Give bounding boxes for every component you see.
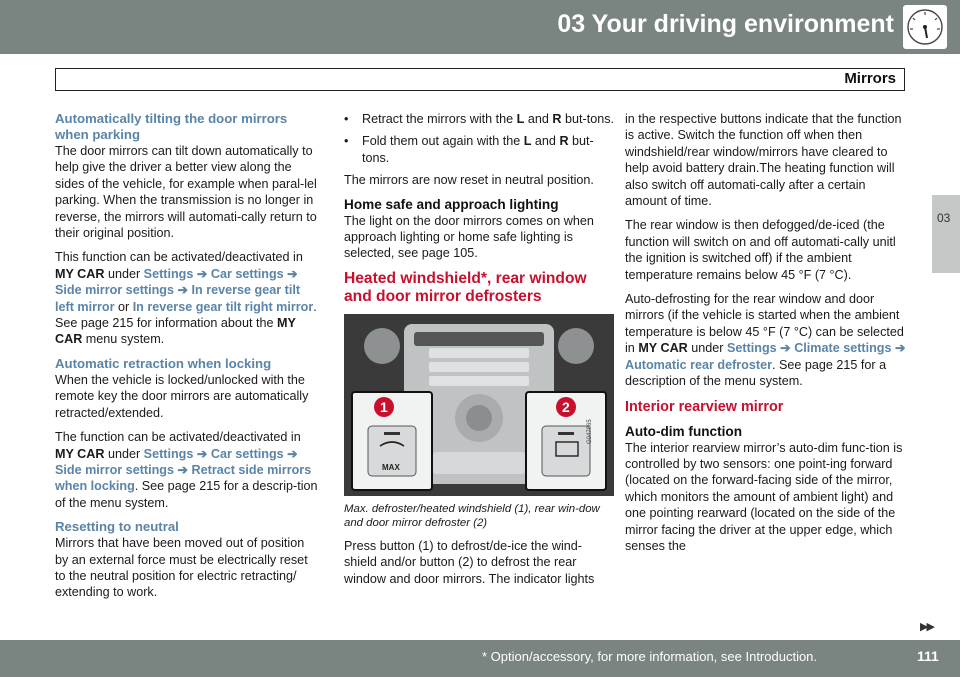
paragraph-tilt-settings: This function can be activated/deactivated in MY CAR under Settings ➔ Car settings ➔ Side mirror settings ➔ In reverse gear tilt left mirror or In reverse gear tilt right mirror. See page 215 for information about the MY CAR menu system. — [55, 250, 317, 347]
footnote: * Option/accessory, for more information, see Introduction. — [482, 649, 818, 664]
chapter-title: 03 Your driving environment — [557, 10, 894, 38]
section-title: Mirrors — [844, 70, 896, 87]
heading-defrosters: Heated windshield*, rear window and door mirror defrosters — [344, 269, 587, 305]
paragraph-press-button: Press button (1) to defrost/de-ice the wind-shield and/or button (2) to defrost the rear window and door mirrors. The indicator lights — [344, 538, 595, 586]
heading-resetting: Resetting to neutral — [55, 519, 179, 535]
chapter-header — [0, 0, 960, 54]
paragraph-neutral: The mirrors are now reset in neutral position. — [344, 173, 594, 188]
heading-interior-mirror: Interior rearview mirror — [625, 398, 784, 415]
defroster-controls-figure — [344, 314, 614, 496]
figure-code: G047065 — [587, 419, 593, 444]
chapter-side-tab — [932, 195, 960, 273]
column-3 — [625, 111, 907, 562]
figure-caption: Max. defroster/heated windshield (1), rear win-dow and door mirror defroster (2) — [344, 502, 600, 529]
paragraph-resetting: Mirrors that have been moved out of position by an external force must be electrically reset to the neutral position for electric retracting/ extending to work. — [55, 536, 308, 600]
bullet-fold-out: • Fold them out again with the L and R but-tons. — [344, 134, 594, 165]
column-1 — [55, 111, 320, 609]
section-bar — [55, 68, 905, 91]
heading-auto-retraction: Automatic retraction when locking — [55, 355, 272, 371]
paragraph-home-safe: The light on the door mirrors comes on when approach lighting or home safe lighting is selected, see page 105. — [344, 213, 594, 261]
settings-path-tilt-right: In reverse gear tilt right mirror — [132, 299, 314, 314]
bullet-retract: • Retract the mirrors with the L and R but-tons. — [344, 112, 615, 126]
paragraph-auto-retraction: When the vehicle is locked/unlocked with the remote key the door mirrors are automatically retracted/extended. — [55, 372, 309, 420]
paragraph-auto-dim: The interior rearview mirror’s auto-dim func-tion is controlled by two sensors: one point-ing forward (located on the forward-facing side of the mirror, which monitors the amount of ambient light) and one pointing rearward (located on the side of the mirror facing the driver at the upper edge, which senses the — [625, 440, 903, 553]
heading-auto-tilt: Automatically tilting the door mirrors when parking — [55, 111, 288, 142]
paragraph-rear-window: The rear window is then defogged/de-iced (the function will switch on and off automati-cally unitl the ignition is switched off) if the ambient temperature remains below 45 °F (7 °C). — [625, 218, 896, 282]
heading-auto-dim: Auto-dim function — [625, 423, 743, 439]
settings-path-retract: Settings ➔ Car settings ➔ Side mirror settings ➔ Retract side mirrors when locking — [55, 446, 312, 494]
column-2 — [344, 111, 614, 595]
figure-max-label: MAX — [382, 462, 400, 472]
next-page-arrows: ▶▶ — [920, 621, 933, 633]
chapter-tab-number: 03 — [937, 211, 951, 225]
speedometer-icon — [903, 5, 947, 49]
page-number: 111 — [917, 648, 939, 664]
paragraph-indicator: in the respective buttons indicate that the function is active. Switch the function off when then windshield/rear window/mirrors have cleared to help avoid battery drain.The heating function will also switch off automati-cally after a certain amount of time. — [625, 112, 902, 209]
figure-label-1: 1 — [380, 398, 388, 415]
figure-label-2: 2 — [562, 398, 570, 415]
paragraph-retraction-settings: The function can be activated/deactivated in MY CAR under Settings ➔ Car settings ➔ Side mirror settings ➔ Retract side mirrors when locking. See page 215 for a descrip-tion of the menu system. — [55, 430, 318, 510]
settings-path-climate: Settings ➔ Climate settings ➔ Automatic rear defroster — [625, 341, 906, 372]
settings-path-tilt-left: Settings ➔ Car settings ➔ Side mirror settings ➔ In reverse gear tilt left mirror — [55, 266, 301, 314]
paragraph-auto-tilt: The door mirrors can tilt down automatically to help give the driver a better view along the sides of the vehicle, for example when paral-lel parking. When the transmission is no longer in reverse, the mirrors will automati-cally return to their original position. — [55, 144, 317, 241]
heading-home-safe: Home safe and approach lighting — [344, 196, 559, 212]
paragraph-auto-defrost: Auto-defrosting for the rear window and door mirrors (if the vehicle is started when the ambient temperature is below 45 °F (7 °C) can be selected in MY CAR under Settings ➔ Climate settings ➔ Automatic rear defroster. See page 215 for a description of the menu system. — [625, 292, 906, 389]
